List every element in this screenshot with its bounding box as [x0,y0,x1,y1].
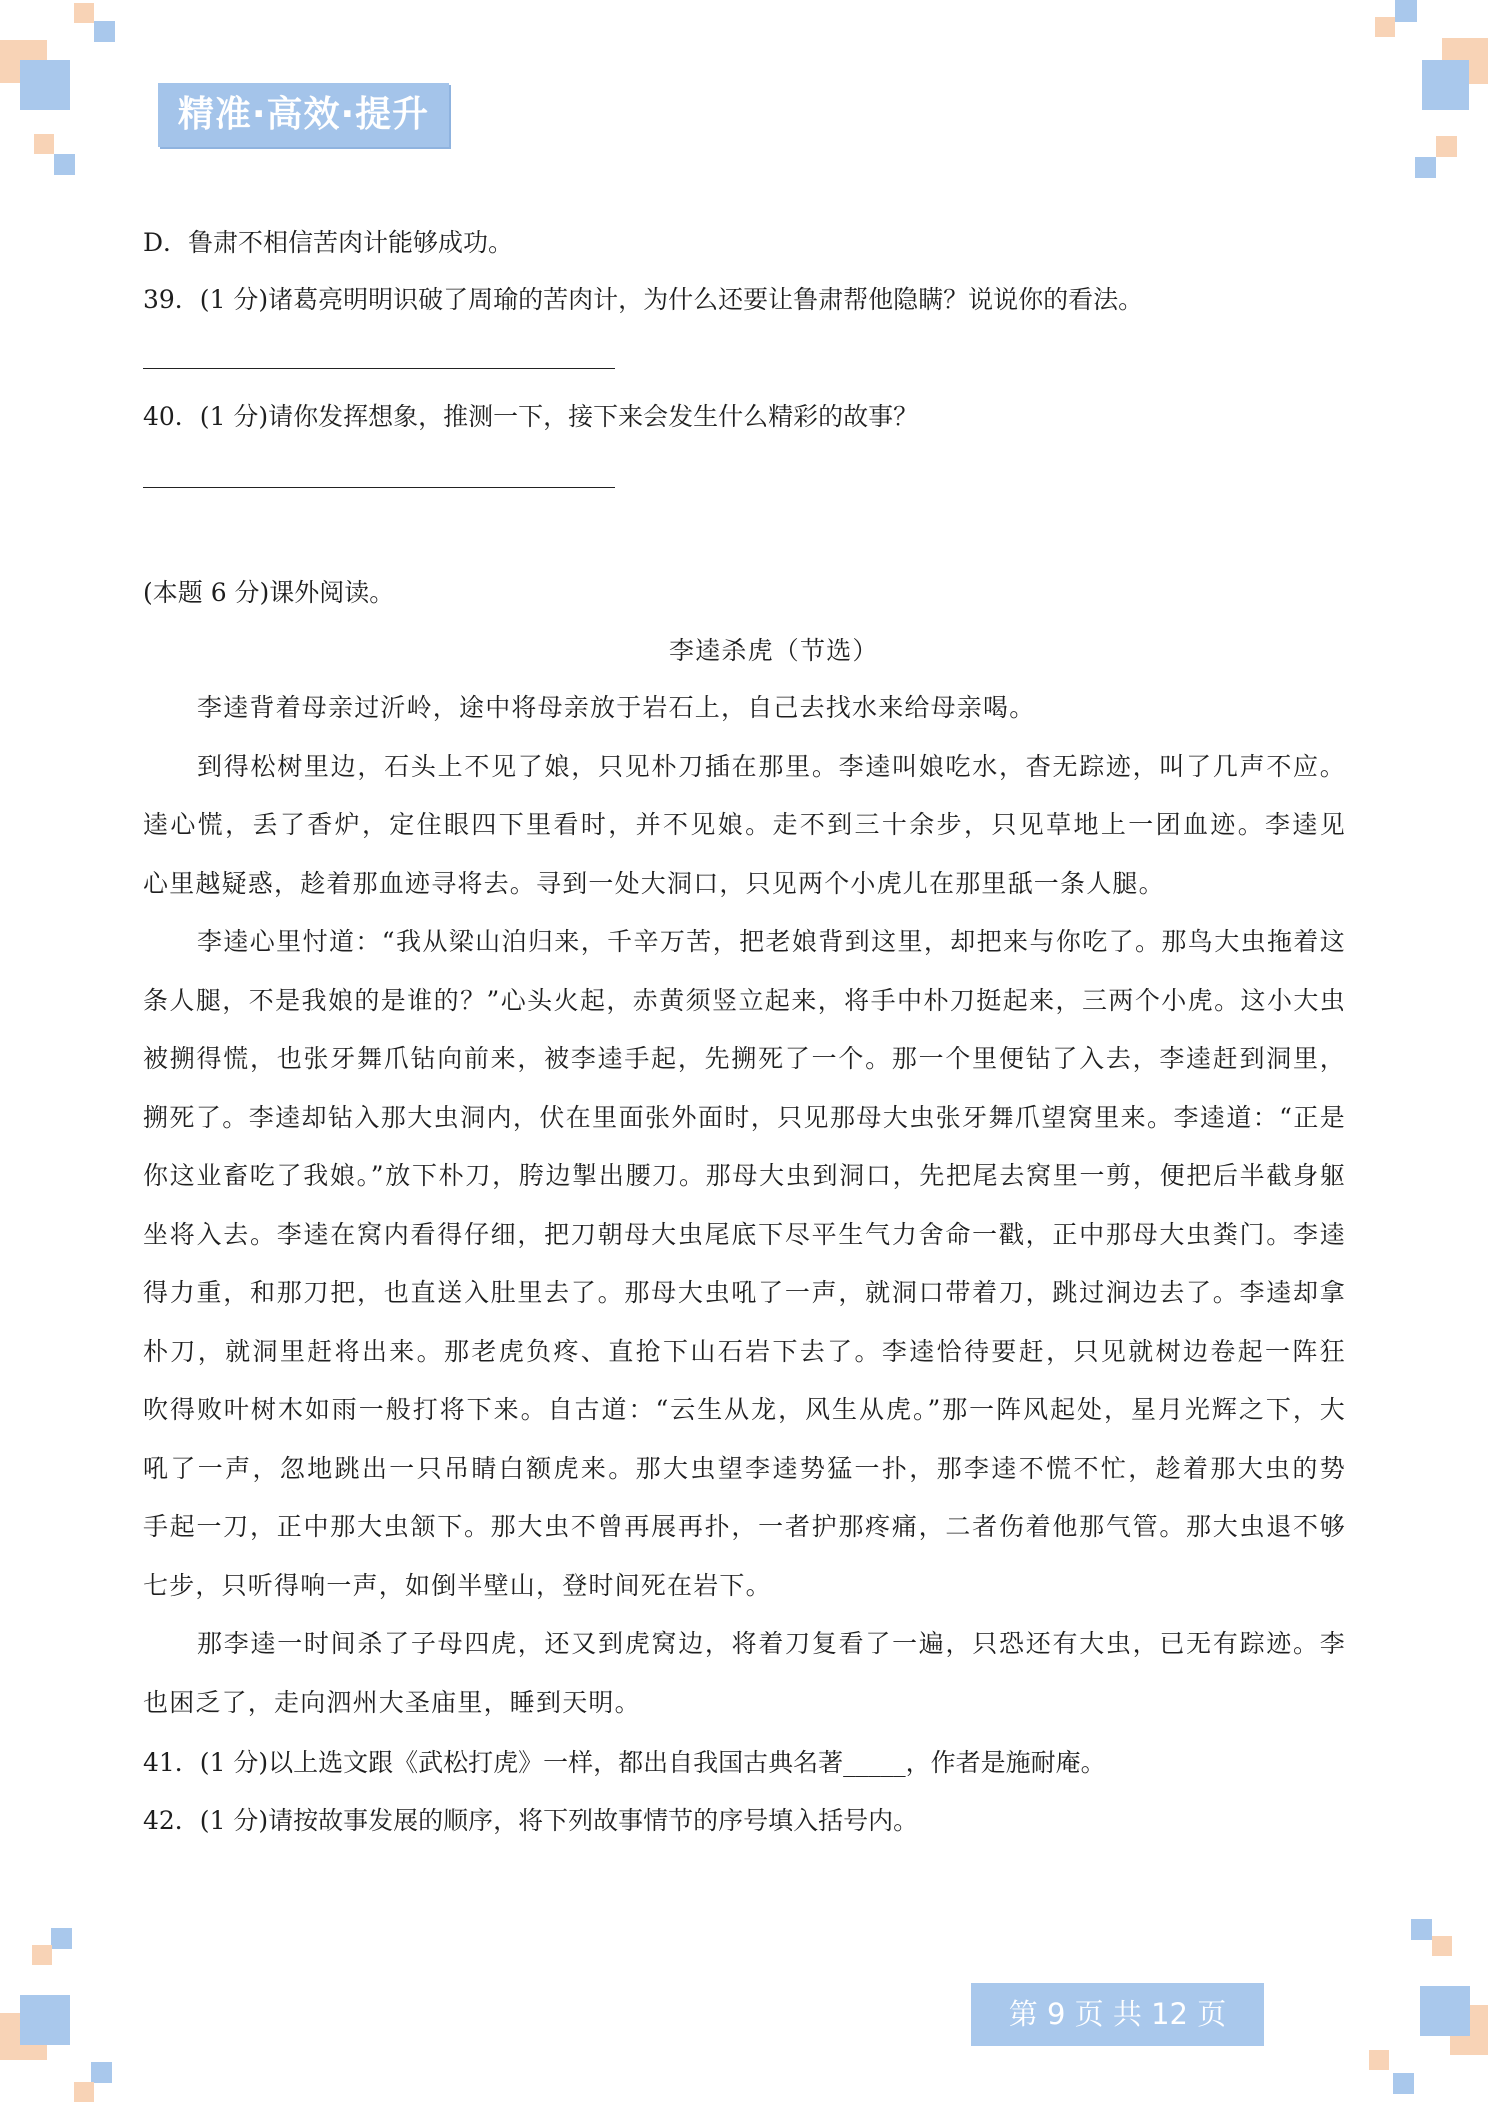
decor-square [94,21,115,42]
paragraph [143,1615,1346,1732]
passage-line: 吹得败叶树木如雨一般打将下来。自古道：“云生从龙，风生从虎。”那一阵风起处，星月光辉之下，大 [143,1395,1346,1424]
passage-line: 那李逵一时间杀了子母四虎，还又到虎窝边，将着刀复看了一遍，只恐还有大虫，已无有踪迹。李 [197,1629,1346,1658]
passage-line: 坐将入去。李逵在窝内看得仔细，把刀朝母大虫尾底下尽平生气力舍命一戳，正中那母大虫粪门。李逵 [143,1219,1346,1249]
decor-square [74,2082,94,2102]
paragraph [143,738,1346,914]
decor-square [1369,2050,1389,2070]
decor-square [20,1995,70,2045]
passage-line: 得力重，和那刀把，也直送入肚里去了。那母大虫吼了一声，就洞口带着刀，跳过涧边去了。李逵却拿 [143,1278,1346,1307]
answer-line-40 [143,487,615,488]
page-number-badge: 第 9 页 共 12 页 [971,1983,1264,2046]
decor-square [1375,17,1395,37]
decor-square [1436,136,1457,157]
paragraph [143,679,1346,738]
decor-square [32,1945,52,1965]
section-intro: (本题 6 分)课外阅读。 [143,578,395,607]
question-41: 41．(1 分)以上选文跟《武松打虎》一样，都出自我国古典名著_____，作者是施耐庵。 [143,1748,1106,1777]
option-d: D．鲁肃不相信苦肉计能够成功。 [143,228,514,257]
passage-line: 逵心慌，丢了香炉，定住眼四下里看时，并不见娘。走不到三十余步，只见草地上一团血迹。李逵见 [143,810,1346,839]
question-42: 42．(1 分)请按故事发展的顺序，将下列故事情节的序号填入括号内。 [143,1806,919,1835]
decor-square [1411,1919,1432,1940]
decor-square [20,60,70,110]
passage-line: 朴刀，就洞里赶将出来。那老虎负疼、直抢下山石岩下去了。李逵恰待要赶，只见就树边卷起一阵狂 [143,1336,1346,1366]
passage-title: 李逵杀虎（节选） [669,636,879,665]
decor-square [91,2062,112,2083]
passage-line: 也困乏了，走向泗州大圣庙里，睡到天明。 [143,1687,641,1717]
decor-square [34,134,54,154]
question-40: 40．(1 分)请你发挥想象，推测一下，接下来会发生什么精彩的故事？ [143,402,919,431]
decor-square [54,154,75,175]
passage-line: 李逵心里忖道：“我从梁山泊归来，千辛万苦，把老娘背到这里，却把来与你吃了。那鸟大虫拖着这 [197,927,1346,956]
passage-line: 手起一刀，正中那大虫颔下。那大虫不曾再展再扑，一者护那疼痛，二者伤着他那气管。那大虫退不够 [143,1512,1346,1541]
answer-line-39 [143,368,615,369]
passage-line: 被搠得慌，也张牙舞爪钻向前来，被李逵手起，先搠死了一个。那一个里便钻了入去，李逵赶到洞里， [143,1044,1346,1073]
passage-line: 你这业畜吃了我娘。”放下朴刀，胯边掣出腰刀。那母大虫到洞口，先把尾去窝里一剪，便把后半截身躯 [143,1161,1346,1190]
decor-square [1422,60,1469,110]
decor-square [1420,1986,1470,2036]
decor-square [1432,1936,1452,1956]
passage-line: 心里越疑惑，趁着那血迹寻将去。寻到一处大洞口，只见两个小虎儿在那里舐一条人腿。 [143,868,1165,898]
decor-square [1415,157,1436,178]
decor-square [1393,2073,1414,2094]
passage-line: 搠死了。李逵却钻入那大虫洞内，伏在里面张外面时，只见那母大虫张牙舞爪望窝里来。李逵道：“正是 [143,1102,1346,1132]
decor-square [1395,0,1417,22]
passage-line: 七步，只听得响一声，如倒半壁山，登时间死在岩下。 [143,1570,772,1600]
decor-square [74,3,94,23]
passage-line: 李逵背着母亲过沂岭，途中将母亲放于岩石上，自己去找水来给母亲喝。 [197,693,1036,722]
decor-square [51,1928,72,1949]
passage-line: 到得松树里边，石头上不见了娘，只见朴刀插在那里。李逵叫娘吃水，杳无踪迹，叫了几声不应。 [197,751,1346,781]
passage-line: 吼了一声，忽地跳出一只吊睛白额虎来。那大虫望李逵势猛一扑，那李逵不慌不忙，趁着那大虫的势 [143,1453,1346,1483]
question-39: 39．(1 分)诸葛亮明明识破了周瑜的苦肉计，为什么还要让鲁肃帮他隐瞒？说说你的看法。 [143,285,1144,314]
paragraph [143,913,1346,1615]
passage-line: 条人腿，不是我娘的是谁的？”心头火起，赤黄须竖立起来，将手中朴刀挺起来，三两个小虎。这小大虫 [143,985,1346,1015]
passage-body [143,679,1346,1732]
brand-badge: 精准·高效·提升 [158,83,449,147]
